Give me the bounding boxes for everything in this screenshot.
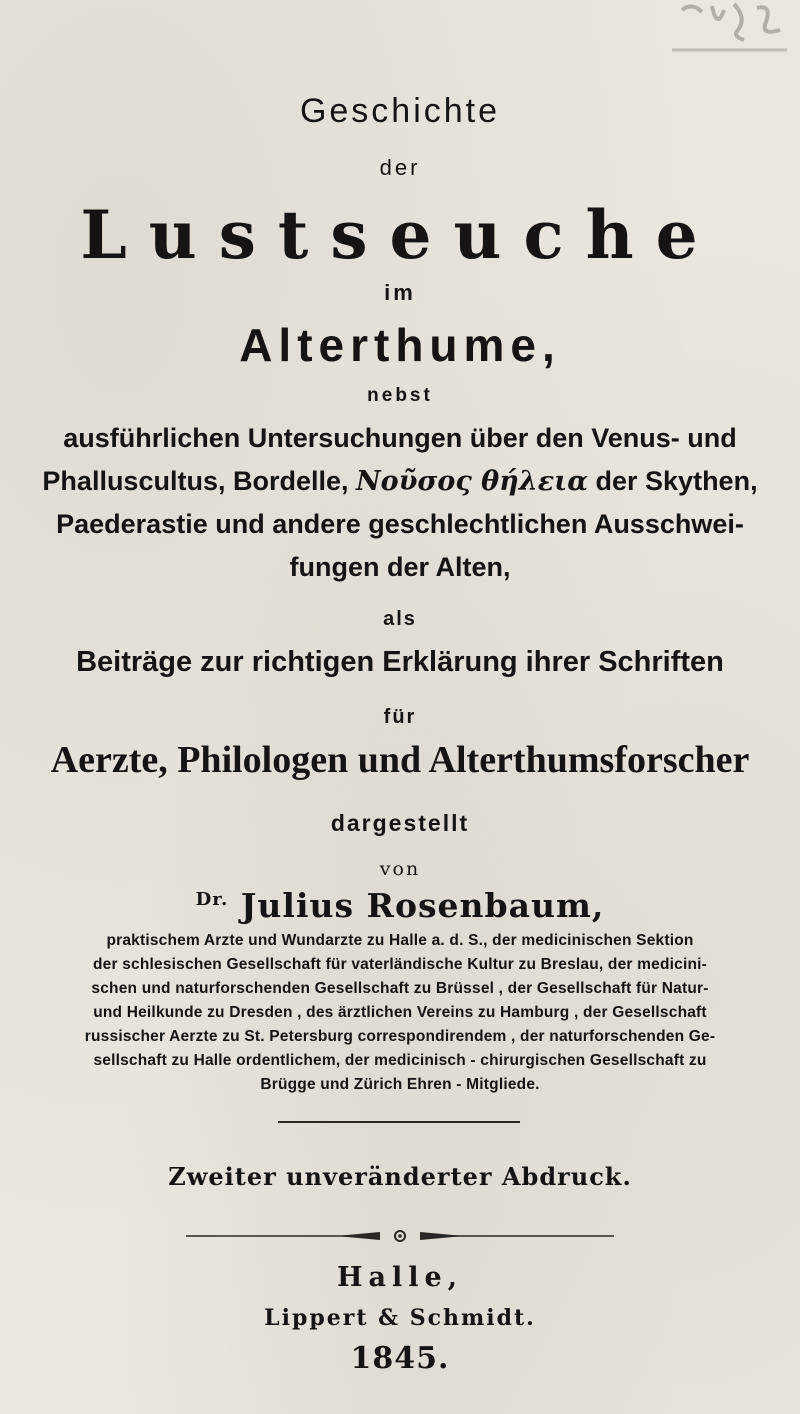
ornament-divider-icon — [186, 1229, 614, 1243]
imprint-year: 1845. — [350, 1341, 450, 1376]
imprint-city: Halle, — [336, 1262, 464, 1293]
title-der: der — [379, 155, 421, 180]
affiliation-line: sellschaft zu Halle ordentlichem, der medicinisch - chirurgischen Gesellschaft zu — [93, 1052, 707, 1069]
title-im: im — [384, 280, 416, 305]
title-geschichte: Geschichte — [299, 92, 501, 130]
divider-rule — [278, 1121, 520, 1123]
dargestellt-label: dargestellt — [330, 810, 470, 836]
von-label: von — [379, 858, 421, 880]
author-full-name: Julius Rosenbaum, — [240, 886, 605, 925]
subtitle-greek-term: Νοῦσος θήλεια — [356, 466, 589, 497]
subtitle-line-1: ausführlichen Untersuchungen über den Venus- und — [63, 423, 737, 453]
subtitle-line-2 — [0, 466, 800, 497]
beitraege-line: Beiträge zur richtigen Erklärung ihrer Schriften — [76, 646, 724, 678]
title-alterthume: Alterthume, — [239, 319, 561, 371]
audience-line: Aerzte, Philologen und Alterthumsforscher — [50, 739, 750, 781]
subtitle-line-2-end: der Skythen, — [588, 466, 758, 496]
imprint-publisher: Lippert & Schmidt. — [264, 1305, 536, 1331]
subtitle-line-2-start: Phalluscultus, Bordelle, — [42, 466, 356, 496]
affiliation-line: Brügge und Zürich Ehren - Mitgliede. — [260, 1076, 540, 1093]
als-label: als — [383, 608, 417, 630]
subtitle-line-4: fungen der Alten, — [289, 552, 511, 582]
affiliation-line: russischer Aerzte zu St. Petersburg correspondirendem , der naturforschenden Ge- — [84, 1028, 716, 1045]
author-name — [0, 886, 800, 925]
subtitle-line-3: Paederastie und andere geschlechtlichen Ausschwei- — [56, 509, 744, 539]
affiliation-line: und Heilkunde zu Dresden , des ärztlichen Vereins zu Hamburg , der Gesellschaft — [93, 1004, 707, 1021]
nebst-label: nebst — [367, 385, 433, 406]
affiliation-line: der schlesischen Gesellschaft für vaterländische Kultur zu Breslau, der medicini- — [92, 956, 707, 973]
affiliation-line: praktischem Arzte und Wundarzte zu Halle a. d. S., der medicinischen Sektion — [106, 932, 694, 949]
fuer-label: für — [383, 706, 417, 728]
edition-note: Zweiter unveränderter Abdruck. — [168, 1162, 632, 1191]
title-lustseuche: Lustseuche — [80, 196, 720, 274]
author-title: Dr. — [195, 889, 229, 910]
affiliation-line: schen und naturforschenden Gesellschaft zu Brüssel , der Gesellschaft für Natur- — [91, 980, 709, 997]
library-stamp-mark — [662, 0, 792, 58]
stamp-shape-icon — [662, 0, 792, 58]
